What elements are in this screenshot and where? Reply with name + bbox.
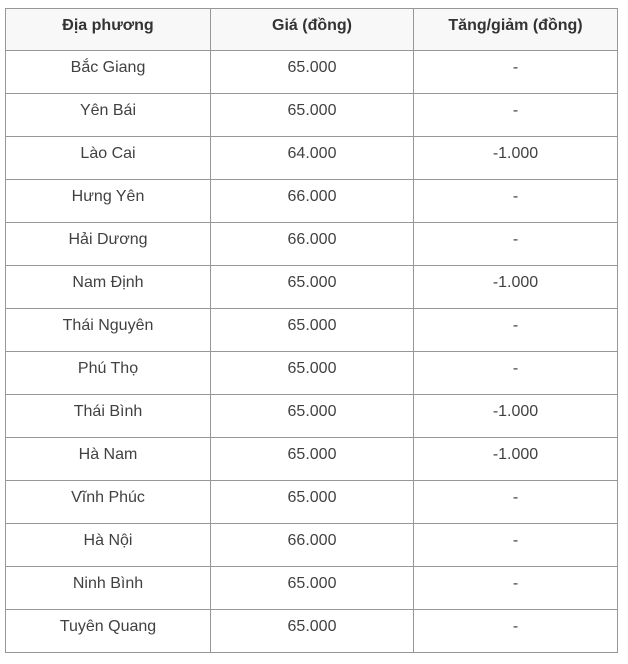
region-cell: Hà Nam xyxy=(6,438,211,481)
region-cell: Bắc Giang xyxy=(6,51,211,94)
price-cell: 65.000 xyxy=(211,352,414,395)
price-cell: 65.000 xyxy=(211,610,414,653)
table-row xyxy=(6,524,618,567)
change-cell: - xyxy=(414,567,618,610)
change-cell: -1.000 xyxy=(414,395,618,438)
region-cell: Tuyên Quang xyxy=(6,610,211,653)
table-row xyxy=(6,481,618,524)
price-cell: 65.000 xyxy=(211,51,414,94)
table-row xyxy=(6,610,618,653)
table-row xyxy=(6,180,618,223)
price-cell: 65.000 xyxy=(211,481,414,524)
region-cell: Vĩnh Phúc xyxy=(6,481,211,524)
price-cell: 66.000 xyxy=(211,180,414,223)
table-row xyxy=(6,309,618,352)
region-cell: Hưng Yên xyxy=(6,180,211,223)
price-cell: 66.000 xyxy=(211,223,414,266)
change-cell: - xyxy=(414,94,618,137)
price-table xyxy=(5,8,618,653)
header-region: Địa phương xyxy=(6,9,211,51)
price-cell: 65.000 xyxy=(211,309,414,352)
region-cell: Nam Định xyxy=(6,266,211,309)
change-cell: -1.000 xyxy=(414,137,618,180)
price-cell: 65.000 xyxy=(211,395,414,438)
table-row xyxy=(6,395,618,438)
region-cell: Lào Cai xyxy=(6,137,211,180)
price-cell: 65.000 xyxy=(211,266,414,309)
region-cell: Hà Nội xyxy=(6,524,211,567)
change-cell: - xyxy=(414,180,618,223)
table-row xyxy=(6,94,618,137)
table-row xyxy=(6,51,618,94)
price-cell: 65.000 xyxy=(211,94,414,137)
table-row xyxy=(6,352,618,395)
change-cell: - xyxy=(414,352,618,395)
change-cell: - xyxy=(414,51,618,94)
change-cell: - xyxy=(414,223,618,266)
change-cell: - xyxy=(414,610,618,653)
price-cell: 65.000 xyxy=(211,567,414,610)
header-row xyxy=(6,9,618,51)
table-row xyxy=(6,223,618,266)
table-row xyxy=(6,567,618,610)
header-change: Tăng/giảm (đồng) xyxy=(414,9,618,51)
region-cell: Thái Nguyên xyxy=(6,309,211,352)
change-cell: - xyxy=(414,481,618,524)
change-cell: - xyxy=(414,524,618,567)
table-row xyxy=(6,438,618,481)
price-cell: 66.000 xyxy=(211,524,414,567)
table-row xyxy=(6,137,618,180)
region-cell: Ninh Bình xyxy=(6,567,211,610)
table-body xyxy=(6,51,618,653)
change-cell: - xyxy=(414,309,618,352)
change-cell: -1.000 xyxy=(414,266,618,309)
price-cell: 64.000 xyxy=(211,137,414,180)
price-cell: 65.000 xyxy=(211,438,414,481)
region-cell: Thái Bình xyxy=(6,395,211,438)
price-table-container xyxy=(5,8,618,653)
region-cell: Yên Bái xyxy=(6,94,211,137)
table-row xyxy=(6,266,618,309)
region-cell: Phú Thọ xyxy=(6,352,211,395)
header-price: Giá (đồng) xyxy=(211,9,414,51)
change-cell: -1.000 xyxy=(414,438,618,481)
region-cell: Hải Dương xyxy=(6,223,211,266)
